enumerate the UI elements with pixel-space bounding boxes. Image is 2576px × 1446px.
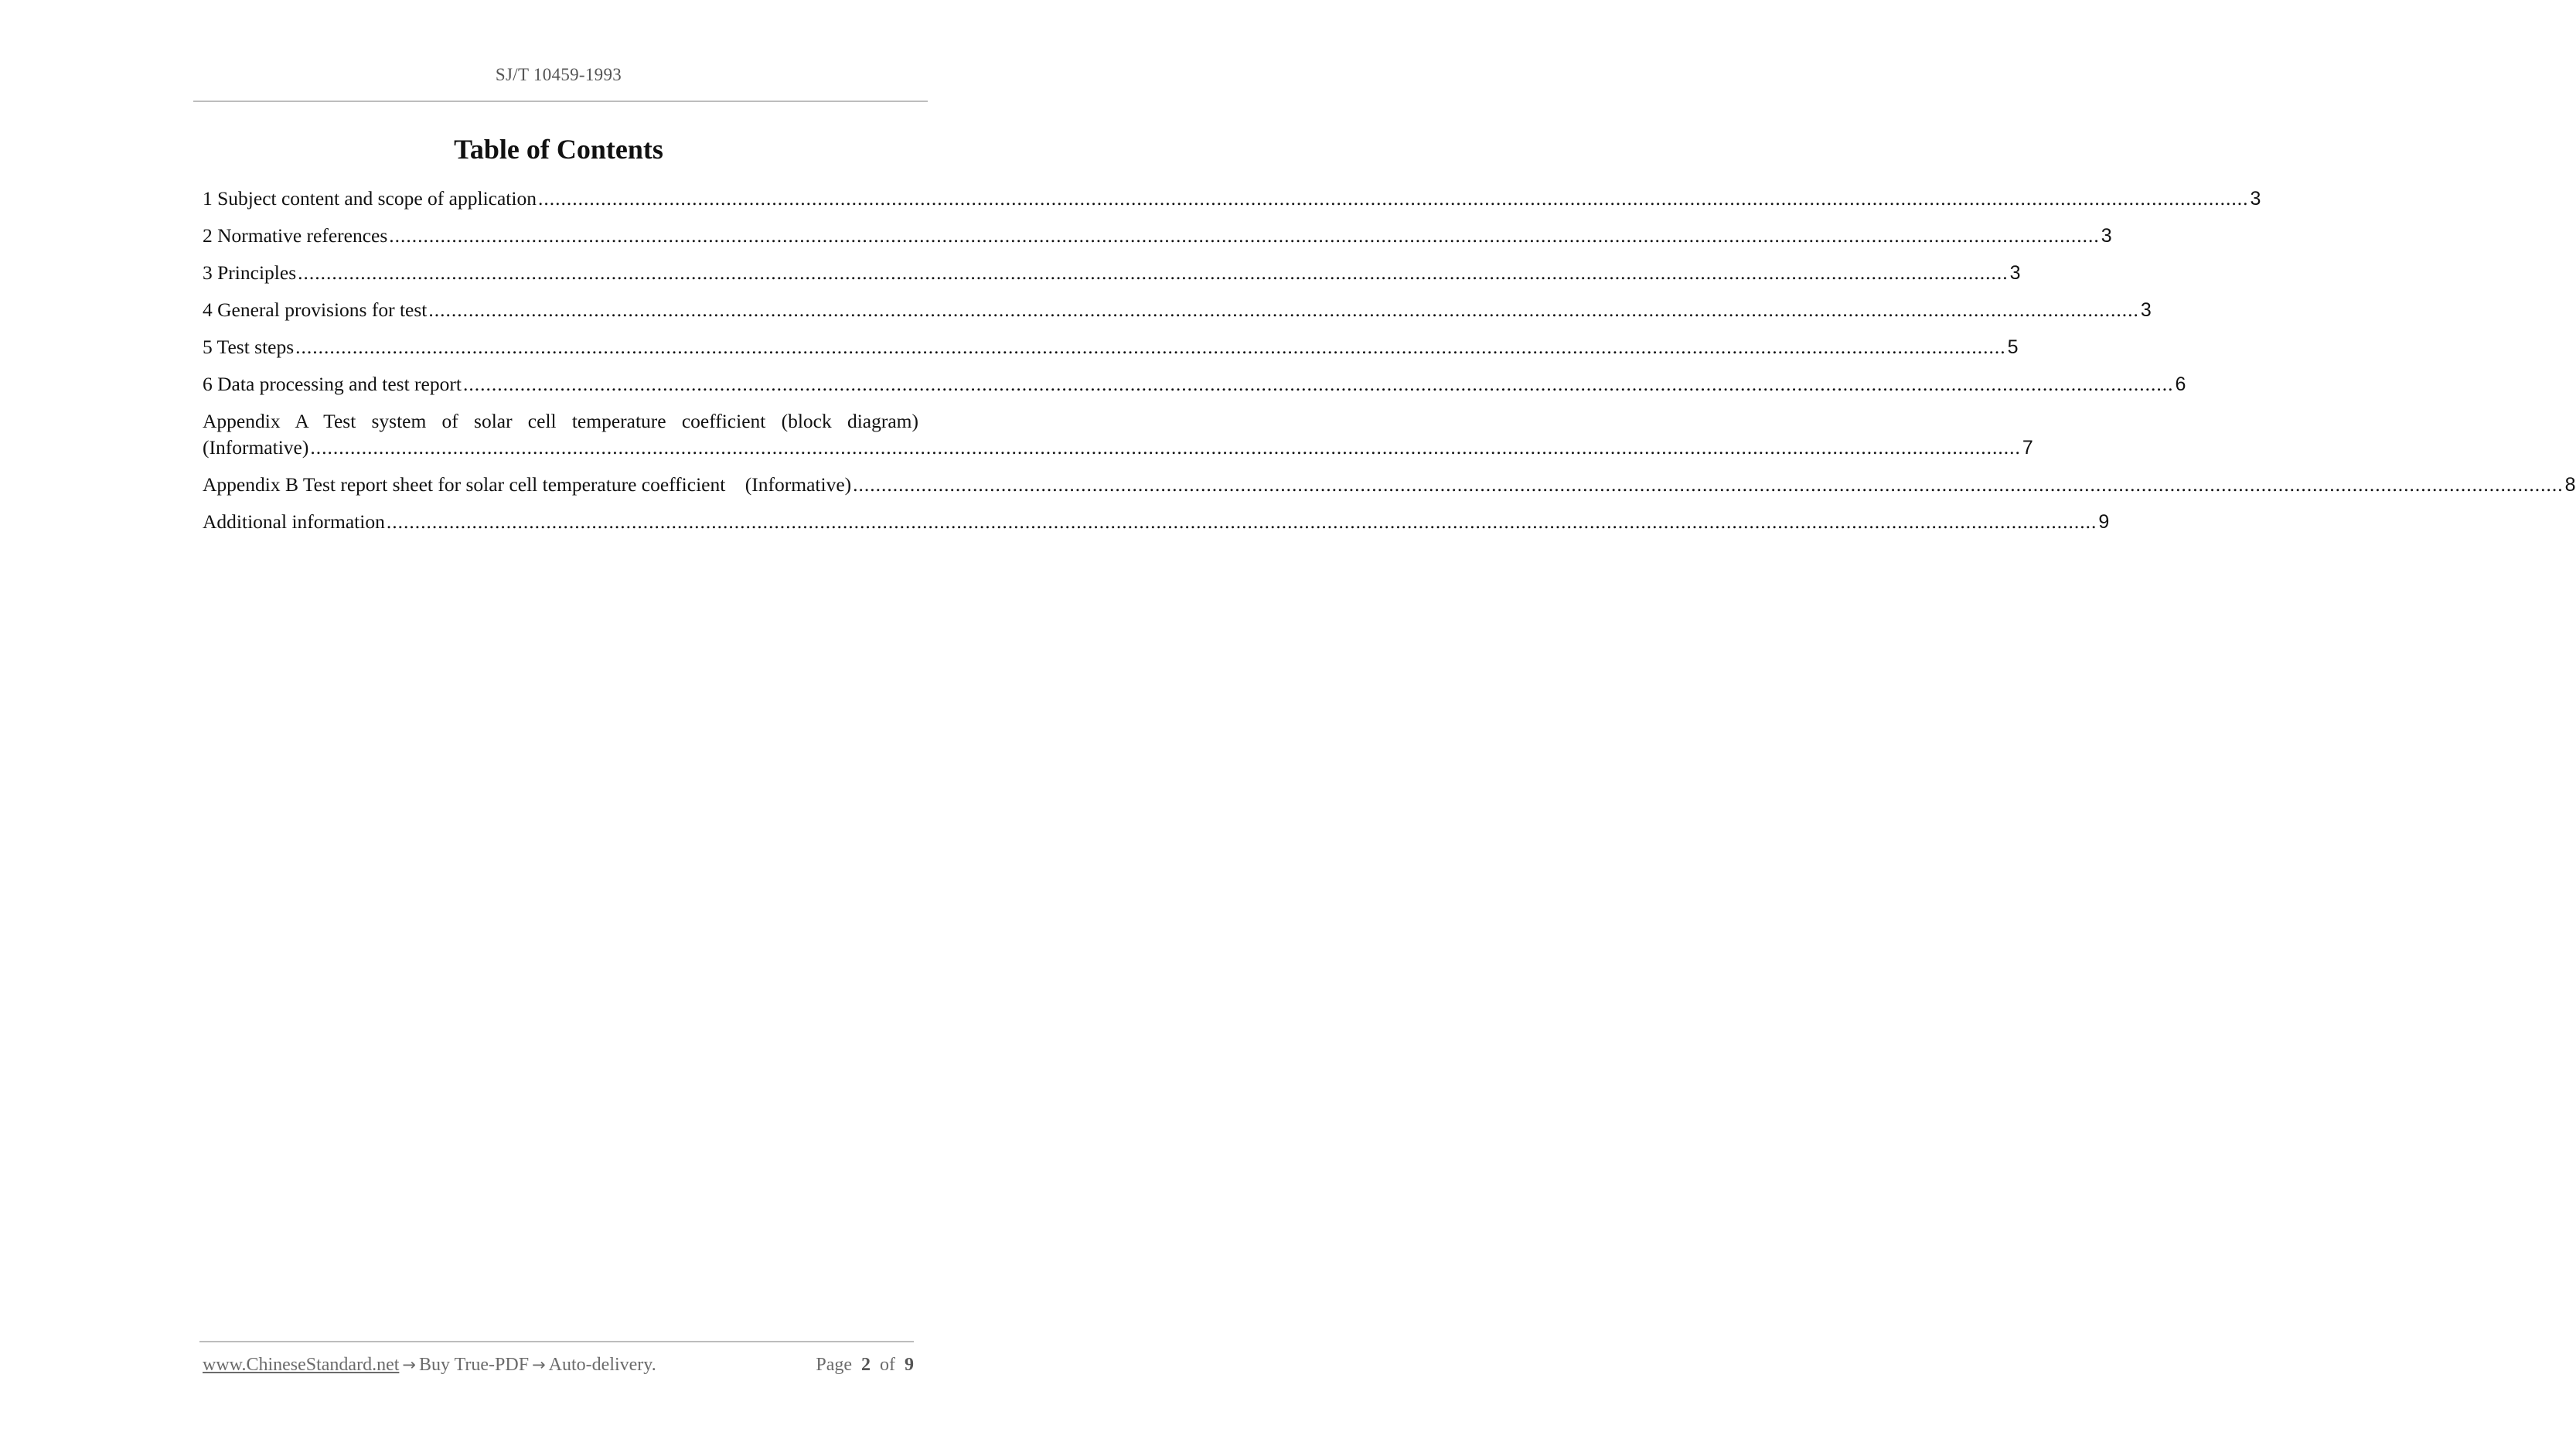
arrow-right-icon: → [532, 1356, 546, 1374]
toc-entry-page: 8 [2564, 474, 2576, 496]
toc-entry[interactable] [203, 408, 2033, 461]
header-divider [193, 101, 928, 102]
toc-entry-label: 4 General provisions for test [203, 298, 428, 321]
toc-entry[interactable] [203, 509, 2110, 535]
toc-entry-page: 7 [2022, 437, 2033, 459]
dot-leader: ............................................................................................................................................................................................................................................................................................................ [298, 261, 2009, 284]
toc-entry[interactable] [203, 297, 2152, 323]
toc-entry-label: Appendix B Test report sheet for solar cell temperature coefficient (Informative) [203, 473, 852, 496]
dot-leader: ............................................................................................................................................................................................................................................................................................................ [310, 436, 2021, 459]
toc-title: Table of Contents [454, 134, 663, 165]
buy-text: Buy True-PDF [419, 1355, 530, 1375]
toc-entry-label: (Informative) [203, 436, 309, 459]
dot-leader: ............................................................................................................................................................................................................................................................................................................ [386, 510, 2097, 533]
toc-entry[interactable] [203, 260, 2021, 286]
toc-entry[interactable] [203, 334, 2019, 360]
page-word: Page [816, 1355, 852, 1375]
page-counter [816, 1355, 914, 1376]
toc-entry-page: 3 [2250, 188, 2261, 210]
dot-leader: ............................................................................................................................................................................................................................................................................................................ [462, 373, 2174, 395]
footer-divider [199, 1341, 914, 1342]
of-word: of [880, 1355, 895, 1375]
toc-entry[interactable] [203, 186, 2261, 212]
page-footer [203, 1355, 914, 1376]
dot-leader: ............................................................................................................................................................................................................................................................................................................ [295, 336, 2006, 358]
toc-entry-label: Additional information [203, 510, 385, 533]
arrow-right-icon: → [402, 1356, 416, 1374]
page-total: 9 [905, 1355, 914, 1375]
footer-promo [203, 1355, 656, 1376]
toc-entry-label: 1 Subject content and scope of application [203, 187, 537, 210]
dot-leader: ............................................................................................................................................................................................................................................................................................................ [853, 473, 2564, 496]
toc-entry-page: 3 [2101, 225, 2112, 247]
page-current: 2 [861, 1355, 871, 1375]
dot-leader: ............................................................................................................................................................................................................................................................................................................ [428, 298, 2139, 321]
dot-leader: ............................................................................................................................................................................................................................................................................................................ [389, 224, 2100, 247]
toc-entry-page: 9 [2098, 511, 2110, 533]
standard-code-header: SJ/T 10459-1993 [495, 65, 622, 84]
toc-entry-page: 3 [2009, 262, 2021, 284]
toc-entry-label: 2 Normative references [203, 224, 388, 247]
toc-entry-page: 6 [2175, 373, 2186, 395]
toc-entry[interactable] [203, 223, 2112, 249]
toc-entry-label-line1: Appendix A Test system of solar cell temperature coefficient (block diagram) [203, 410, 918, 432]
toc-entry-label: 6 Data processing and test report [203, 373, 462, 395]
toc-entry-page: 3 [2140, 299, 2152, 321]
toc-entry[interactable] [203, 371, 2186, 397]
toc-entry[interactable] [203, 472, 2576, 498]
delivery-text: Auto-delivery. [548, 1355, 656, 1375]
toc-list [203, 186, 2576, 546]
toc-entry-label: 3 Principles [203, 261, 297, 284]
toc-entry-label: 5 Test steps [203, 336, 295, 358]
toc-entry-page: 5 [2007, 336, 2019, 358]
site-link[interactable]: www.ChineseStandard.net [203, 1355, 400, 1375]
dot-leader: ............................................................................................................................................................................................................................................................................................................ [537, 187, 2249, 210]
